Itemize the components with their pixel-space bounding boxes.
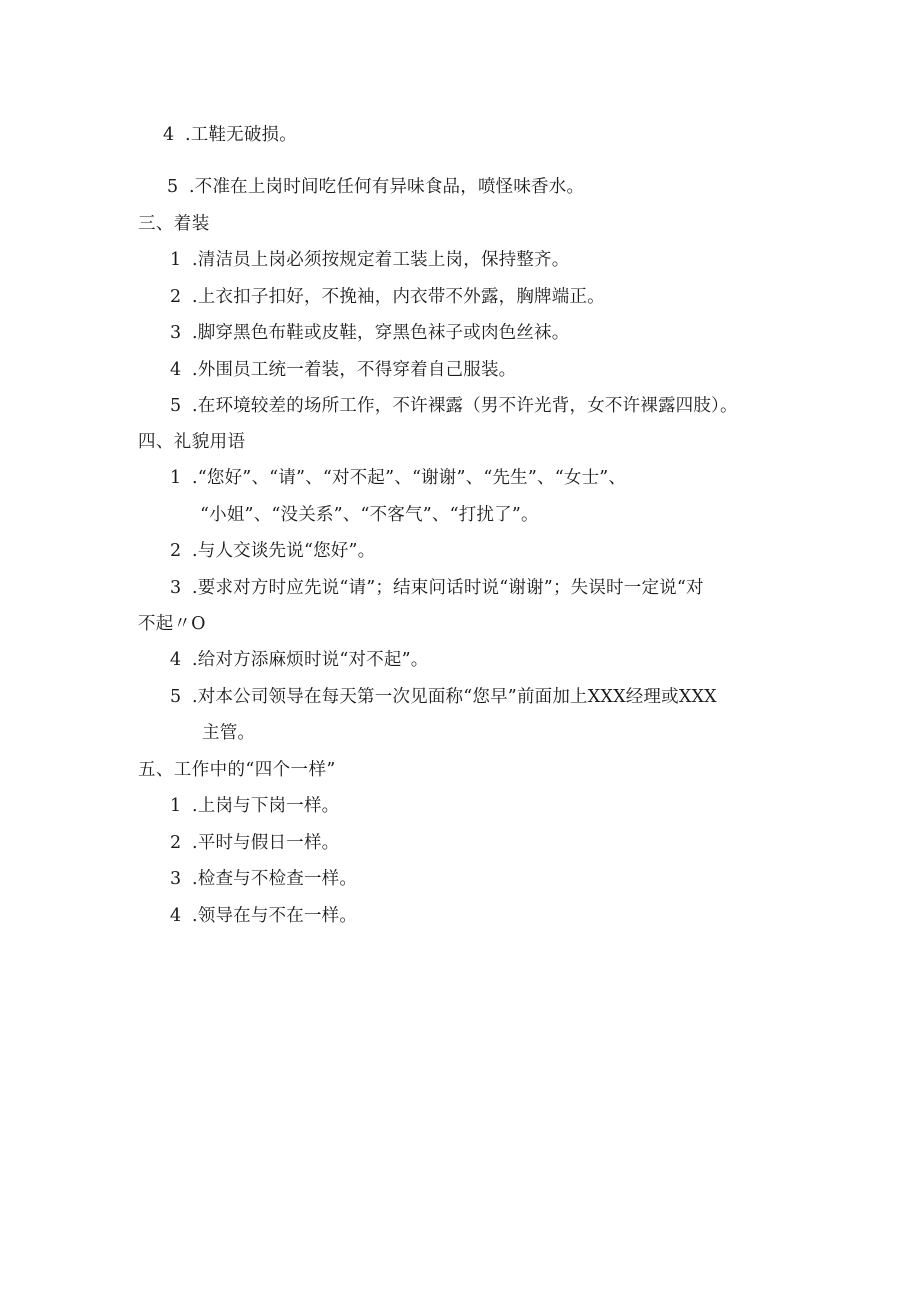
item-text: .检查与不检查一样。 bbox=[192, 869, 358, 889]
item-text: .“您好”、“请”、“对不起”、“谢谢”、“先生”、“女士”、 bbox=[192, 468, 627, 488]
list-item bbox=[170, 576, 704, 600]
list-item bbox=[170, 648, 428, 672]
list-item bbox=[163, 123, 297, 147]
item-number: 4 bbox=[170, 906, 182, 926]
section-heading: 五、工作中的“四个一样” bbox=[138, 760, 336, 780]
item-number: 5 bbox=[167, 177, 179, 197]
list-item bbox=[170, 358, 516, 382]
list-item bbox=[170, 794, 339, 818]
item-text: .脚穿黑色布鞋或皮鞋，穿黑色袜子或肉色丝袜。 bbox=[192, 323, 570, 343]
section-heading: 四、礼貌用语 bbox=[138, 432, 246, 452]
item-number: 5 bbox=[170, 687, 182, 707]
item-text: .与人交谈先说“您好”。 bbox=[192, 541, 376, 561]
item-number: 4 bbox=[163, 125, 175, 145]
list-item bbox=[170, 466, 626, 490]
list-item bbox=[170, 285, 605, 309]
item-number: 3 bbox=[170, 578, 182, 598]
item-number: 4 bbox=[170, 360, 182, 380]
item-number: 3 bbox=[170, 869, 182, 889]
item-number: 5 bbox=[170, 396, 182, 416]
item-text: .在环境较差的场所工作，不许裸露（男不许光背，女不许裸露四肢）。 bbox=[192, 396, 738, 416]
list-item-continuation: “小姐”、“没关系”、“不客气”、“打扰了”。 bbox=[200, 505, 539, 525]
list-item bbox=[170, 867, 357, 891]
item-text: .要求对方时应先说“请”；结束问话时说“谢谢”；失误时一定说“对 bbox=[192, 578, 704, 598]
item-text: .平时与假日一样。 bbox=[192, 833, 340, 853]
item-text: .领导在与不在一样。 bbox=[192, 906, 358, 926]
item-text: .外围员工统一着装，不得穿着自己服装。 bbox=[192, 360, 517, 380]
list-item bbox=[170, 685, 717, 709]
item-number: 1 bbox=[170, 250, 182, 270]
item-text: .工鞋无破损。 bbox=[185, 125, 297, 145]
list-item bbox=[170, 248, 569, 272]
item-number: 4 bbox=[170, 650, 182, 670]
section-heading: 三、着装 bbox=[138, 214, 210, 234]
item-number: 2 bbox=[170, 287, 182, 307]
list-item-continuation: 不起〃O bbox=[138, 614, 206, 634]
item-text: .对本公司领导在每天第一次见面称“您早”前面加上XXX经理或XXX bbox=[192, 687, 717, 707]
item-number: 2 bbox=[170, 833, 182, 853]
item-text: .给对方添麻烦时说“对不起”。 bbox=[192, 650, 429, 670]
item-text: .清洁员上岗必须按规定着工装上岗，保持整齐。 bbox=[192, 250, 570, 270]
item-number: 3 bbox=[170, 323, 182, 343]
item-text: .不准在上岗时间吃任何有异味食品，喷怪味香水。 bbox=[189, 177, 585, 197]
item-number: 2 bbox=[170, 541, 182, 561]
list-item bbox=[170, 831, 339, 855]
list-item bbox=[170, 539, 375, 563]
list-item bbox=[170, 394, 738, 418]
item-number: 1 bbox=[170, 796, 182, 816]
item-text: .上岗与下岗一样。 bbox=[192, 796, 340, 816]
list-item bbox=[167, 175, 584, 199]
item-text: .上衣扣子扣好，不挽袖，内衣带不外露，胸牌端正。 bbox=[192, 287, 605, 307]
item-number: 1 bbox=[170, 468, 182, 488]
list-item-continuation: 主管。 bbox=[202, 723, 256, 743]
list-item bbox=[170, 321, 569, 345]
list-item bbox=[170, 904, 357, 928]
